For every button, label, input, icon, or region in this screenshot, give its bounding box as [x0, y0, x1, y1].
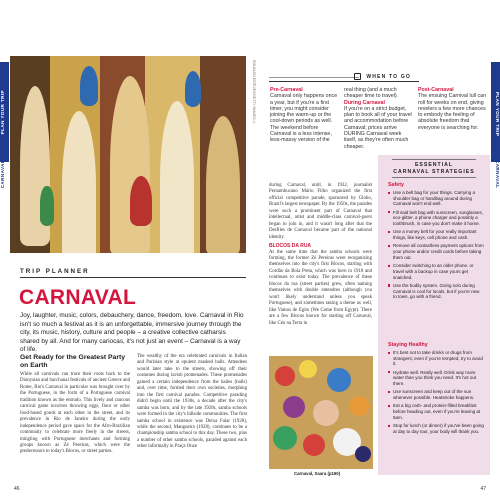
body-column-3-text: during Carnaval, until, in 1932, journalist Pernambucano Mário Filho organized the first official competitive parade, sponsored by Globo, Brazil's largest newspaper. By the 1950s, the parades were such a prominent part of Carnaval that intellectual, artist and middle-class carnival-goers began to join in, and it wasn't long after that the Desfiles de Carnaval became part of the national identity.: [269, 183, 372, 240]
body-column-2: The wealthy of the era celebrated carnivals in Italian and Parisian style at opulent masked balls. Attendees would later take to the streets, showing off their costumes during lavish promenades. These promenades gained a certain independence from the bailes (balls) and, over time, formed their own societies, morphing into the first carnival parades. Competitive parading didn't begin until the 1930s, a decade after the city's samba was born, and by the late 1920s, samba schools were formed in the city's hillside communities. The first samba school in existence was Deixa Falar (1928), while the second, Mangueira (1928), continues to be a championship samba school to this day. These two, plus a number of other samba schools, paraded against each other informally in Praça Onze: [137, 354, 247, 450]
list-item: Use sunscreen and keep out of the sun whenever possible. Heatstroke happens.: [388, 389, 484, 400]
carnaval-dancers-photo: [10, 56, 246, 253]
list-item: Eat a big carb- and protein-filled breakfast before heading out, even if you're leaving at 5am.: [388, 403, 484, 420]
right-chapter-tab: [491, 0, 500, 500]
when-to-go-pre: [270, 87, 338, 144]
essential-title: [378, 162, 490, 175]
page-title: CARNAVAL: [19, 286, 137, 309]
list-item: Remove all contactless payment options from your phone and/or credit cards before taking them out.: [388, 243, 484, 260]
left-tab-section: CARNAVAL: [0, 160, 5, 189]
right-tab-section: CARNAVAL: [495, 160, 500, 189]
list-item: It's best not to take drinks or drugs from strangers; even if you're tempted, try to avoid it.: [388, 350, 484, 367]
safety-list: [388, 190, 484, 303]
list-item: Use the bodily system. Going solo during Carnaval is cool for locals, but if you're new to town, go with a friend.: [388, 283, 484, 300]
right-tab-chapter: PLAN YOUR TRIP: [495, 92, 500, 137]
ess-top-rule: [392, 159, 476, 160]
list-item: Consider switching to an older phone, or travel with a backup in case yours get snatched.: [388, 263, 484, 280]
body-column-3: [269, 183, 372, 327]
list-item: Use a belt bag for your things. Carrying a shoulder bag or handbag around during Carnaval won't end well.: [388, 190, 484, 207]
pre-carnaval-text: Carnaval only happens once a year, but if you're a first timer, you might consider joining the warm-up or the cool-down periods as well. The weekend before Carnaval is a less intense, less-massy version of the: [270, 93, 338, 144]
staying-healthy-heading: Staying Healthy: [388, 342, 428, 348]
health-list: [388, 350, 484, 437]
when-to-go-post: [418, 87, 486, 131]
left-chapter-tab: [0, 0, 9, 500]
crowd-photo-caption: Carnaval, Saara (p160): [294, 471, 341, 476]
intro-paragraph: Joy, laughter, music, colors, debauchery, dance, freedom, love. Carnaval in Rio isn't so much a festival as it is an unforgettable, immersive journey through the city, its music, history, culture and people – a creative collective catharsis shared by all. And for many cariocas, it's not just an event – Carnaval is a way of life.: [20, 312, 244, 354]
when-to-go-label: WHEN TO GO: [366, 74, 411, 80]
section-heading: Get Ready for the Greatest Party on Earth: [20, 354, 126, 369]
essential-strategies-box: [378, 155, 490, 475]
kicker-divider: [20, 277, 246, 278]
ess-bottom-rule: [392, 177, 476, 178]
list-item: Stop for lunch (or dinner) if you've been going at day to day tour, your body will thank you.: [388, 423, 484, 434]
body-column-3-text-2: At the same time that the samba schools were forming, the former Zé Pereiras were reorganizing themselves into the city's first Blocos, starting with Cordão da Bola Preta, which was born in 1918 and continues to exist today. The prevalence of these blocos da rua (street parties) grew, often naming themselves with double entendres (although you won't likely understand unless you speak Portuguese), and sometimes taking a theme as well, like Vamos de Egito (We Come from Egypt). There are a few Blocos known for starting off Carnaval, like Céu na Terra in: [269, 249, 372, 326]
list-item: Fill said belt bag with sunscreen, sunglasses, eco-glitter, a phone charger and possibly a toothbrush, in case you don't make it home.: [388, 210, 484, 227]
during-carnaval-heading: During Carnaval: [344, 99, 385, 106]
post-carnaval-text: The ensuing Carnival lull can roll for weeks on end, giving revelers a few more chances to embody the feeling of absolute freedom that everyone is searching for.: [418, 93, 487, 131]
left-tab-chapter: PLAN YOUR TRIP: [0, 90, 5, 135]
list-item: Use a money belt for your really important things, like keys, cell phone and cash.: [388, 229, 484, 240]
trip-planner-kicker: TRIP PLANNER: [20, 268, 90, 275]
body-column-1: While all carnivals can trace their roots back to the Dionysian and bacchanal festivals of ancient Greece and Rome, Rio's Carnaval in particular was brought over by the Portuguese, in the form of a Portuguese carnival tradition known as the entrudo. This lively and raucous carnival game involves throwing eggs, flour or other food-based goods at each other in the street, and its prevalence in Rio de Janeiro during the early independence period gave space for the Afro-Brazilian community to celebrate more freely in the streets, mingling with Portuguese merchants and forming groups known as Zé Pereiras, which were the predecessors to today's Blocos, or street parties.: [20, 372, 130, 455]
blocos-heading: BLOCOS DA RUA: [269, 243, 312, 250]
calendar-icon: [354, 73, 361, 80]
page-number-right: 47: [480, 486, 486, 492]
essential-title-line2: CARNAVAL STRATEGIES: [393, 168, 475, 175]
when-to-go-rule: [269, 77, 359, 78]
carnaval-crowd-photo: [269, 356, 373, 469]
when-to-go-during: [344, 87, 412, 150]
during-carnaval-lead: real thing (and a much cheaper time to travel).: [344, 87, 399, 100]
page-number-left: 46: [14, 486, 20, 492]
pre-carnaval-heading: Pre-Carnaval: [270, 87, 303, 93]
when-to-go-header: [269, 73, 419, 82]
safety-heading: Safety: [388, 182, 404, 188]
post-carnaval-heading: Post-Carnaval: [418, 87, 454, 93]
during-carnaval-text: If you're on a strict budget, plan to book all of your travel and accommodation before Carnaval; prices arrive DURING Carnaval week itself, as they're often much cheaper.: [344, 105, 412, 150]
photo-credit: RONALDO ESTEVES/GETTY IMAGES ©: [252, 60, 256, 125]
essential-title-line1: ESSENTIAL: [414, 162, 454, 168]
list-item: Hydrate well. Really well. Drink way more water than you think you need. It's hot out there.: [388, 370, 484, 387]
